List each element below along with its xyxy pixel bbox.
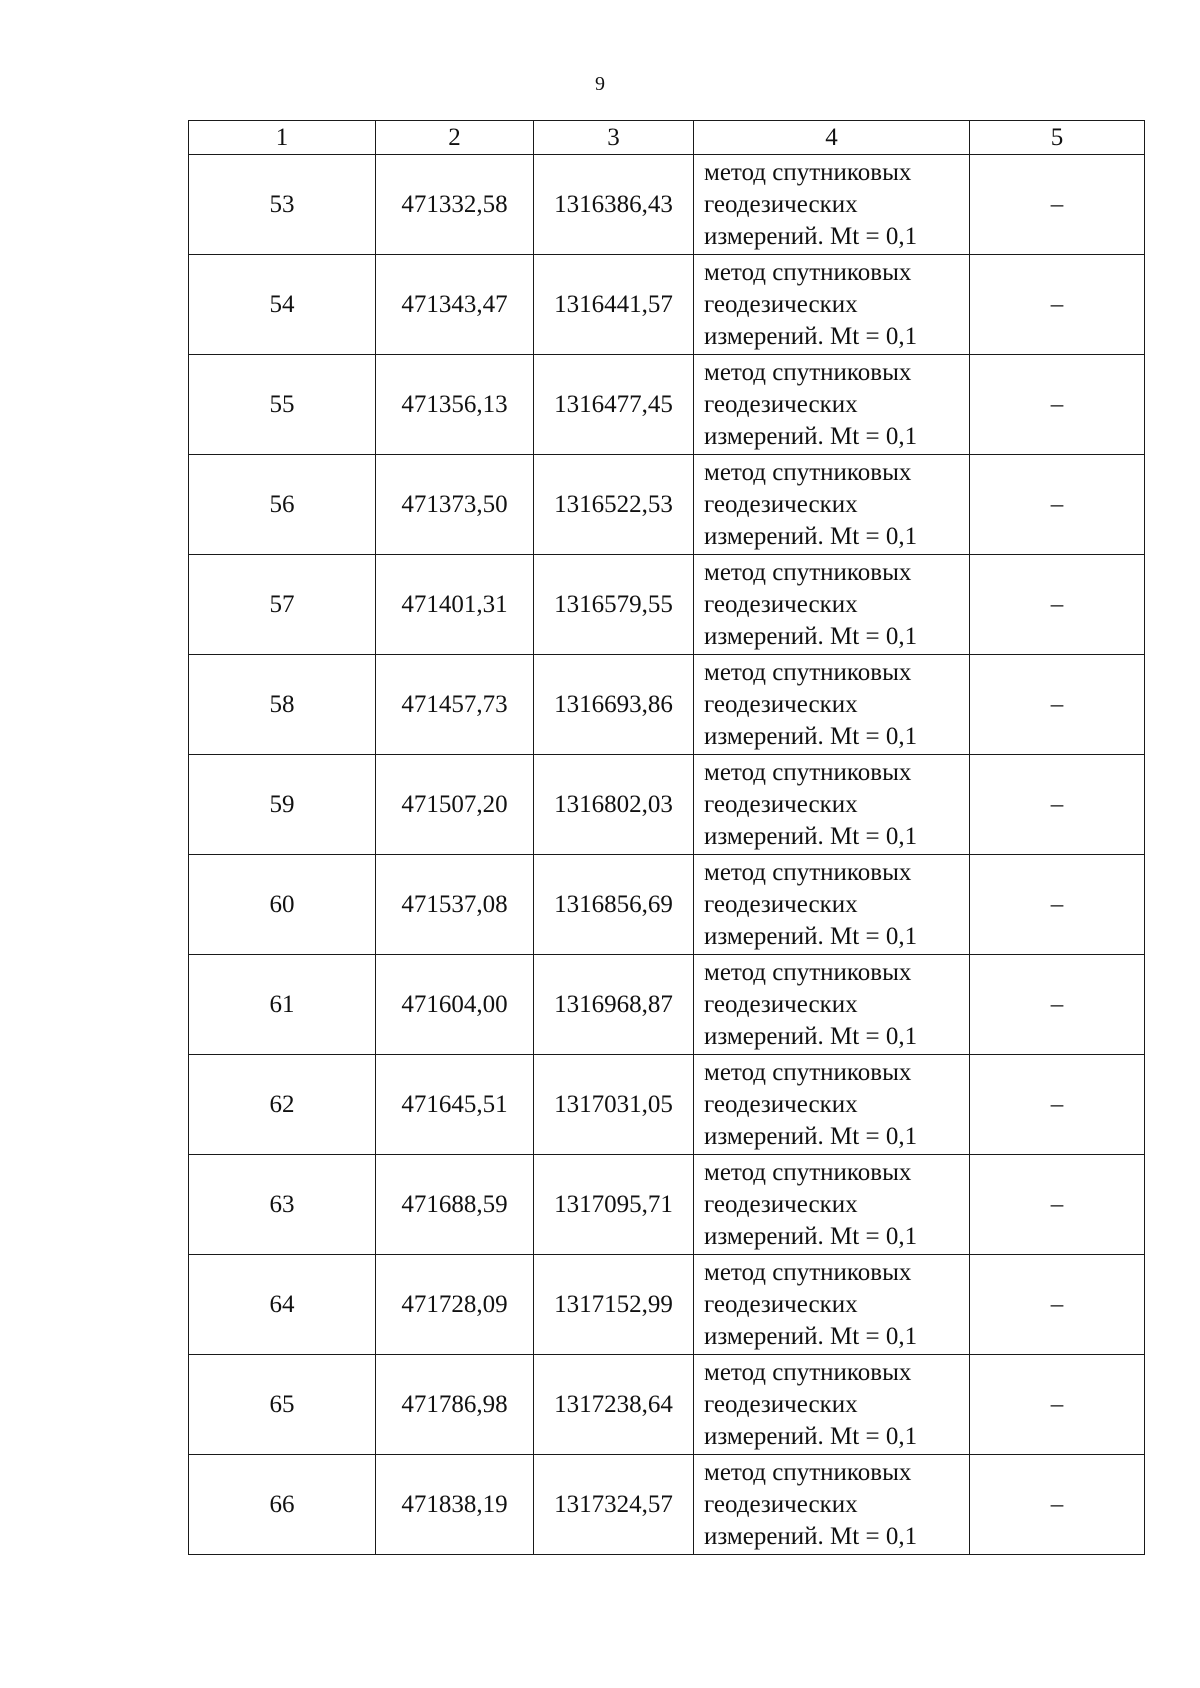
method-line: геодезических <box>704 190 858 218</box>
note-cell: – <box>970 1055 1145 1155</box>
method-cell <box>694 255 970 355</box>
note-cell: – <box>970 255 1145 355</box>
method-line: метод спутниковых <box>704 1458 912 1486</box>
note-cell: – <box>970 755 1145 855</box>
header-cell-1: 1 <box>189 121 376 155</box>
method-line: измерений. Mt = 0,1 <box>704 1022 918 1050</box>
point-number-cell: 65 <box>189 1355 376 1455</box>
x-coordinate-cell: 471373,50 <box>376 455 534 555</box>
method-line: геодезических <box>704 1390 858 1418</box>
method-line: измерений. Mt = 0,1 <box>704 322 918 350</box>
y-coordinate-cell: 1316968,87 <box>534 955 694 1055</box>
method-cell <box>694 1455 970 1555</box>
x-coordinate-cell: 471356,13 <box>376 355 534 455</box>
x-coordinate-cell: 471343,47 <box>376 255 534 355</box>
table-row <box>189 1155 1145 1255</box>
x-coordinate-cell: 471645,51 <box>376 1055 534 1155</box>
method-line: геодезических <box>704 1190 858 1218</box>
method-line: геодезических <box>704 890 858 918</box>
method-line: геодезических <box>704 690 858 718</box>
coordinates-table <box>188 120 1145 1555</box>
table-header <box>189 121 1145 155</box>
note-cell: – <box>970 955 1145 1055</box>
point-number-cell: 53 <box>189 155 376 255</box>
method-line: метод спутниковых <box>704 1158 912 1186</box>
note-cell: – <box>970 1155 1145 1255</box>
method-line: геодезических <box>704 490 858 518</box>
note-cell: – <box>970 655 1145 755</box>
note-cell: – <box>970 1455 1145 1555</box>
method-line: измерений. Mt = 0,1 <box>704 422 918 450</box>
y-coordinate-cell: 1316693,86 <box>534 655 694 755</box>
table-row <box>189 955 1145 1055</box>
method-line: измерений. Mt = 0,1 <box>704 1222 918 1250</box>
table-row <box>189 555 1145 655</box>
table-row <box>189 255 1145 355</box>
x-coordinate-cell: 471332,58 <box>376 155 534 255</box>
point-number-cell: 62 <box>189 1055 376 1155</box>
method-cell <box>694 455 970 555</box>
note-cell: – <box>970 1355 1145 1455</box>
point-number-cell: 61 <box>189 955 376 1055</box>
x-coordinate-cell: 471838,19 <box>376 1455 534 1555</box>
header-cell-4: 4 <box>694 121 970 155</box>
y-coordinate-cell: 1317095,71 <box>534 1155 694 1255</box>
point-number-cell: 64 <box>189 1255 376 1355</box>
note-cell: – <box>970 1255 1145 1355</box>
table-row <box>189 755 1145 855</box>
y-coordinate-cell: 1316477,45 <box>534 355 694 455</box>
point-number-cell: 59 <box>189 755 376 855</box>
x-coordinate-cell: 471728,09 <box>376 1255 534 1355</box>
point-number-cell: 60 <box>189 855 376 955</box>
y-coordinate-cell: 1317238,64 <box>534 1355 694 1455</box>
method-cell <box>694 755 970 855</box>
method-line: измерений. Mt = 0,1 <box>704 1522 918 1550</box>
x-coordinate-cell: 471688,59 <box>376 1155 534 1255</box>
table-row <box>189 1455 1145 1555</box>
method-line: измерений. Mt = 0,1 <box>704 522 918 550</box>
table-row <box>189 455 1145 555</box>
method-cell <box>694 155 970 255</box>
method-line: геодезических <box>704 1290 858 1318</box>
x-coordinate-cell: 471507,20 <box>376 755 534 855</box>
method-cell <box>694 855 970 955</box>
method-line: измерений. Mt = 0,1 <box>704 1422 918 1450</box>
y-coordinate-cell: 1316522,53 <box>534 455 694 555</box>
method-line: метод спутниковых <box>704 658 912 686</box>
method-cell <box>694 1155 970 1255</box>
page-number: 9 <box>595 73 605 95</box>
method-line: метод спутниковых <box>704 1058 912 1086</box>
method-cell <box>694 555 970 655</box>
header-cell-2: 2 <box>376 121 534 155</box>
y-coordinate-cell: 1316802,03 <box>534 755 694 855</box>
method-cell <box>694 955 970 1055</box>
method-line: метод спутниковых <box>704 458 912 486</box>
table-row <box>189 655 1145 755</box>
header-row <box>189 121 1145 155</box>
method-line: геодезических <box>704 790 858 818</box>
method-line: геодезических <box>704 290 858 318</box>
x-coordinate-cell: 471604,00 <box>376 955 534 1055</box>
method-line: метод спутниковых <box>704 1358 912 1386</box>
point-number-cell: 55 <box>189 355 376 455</box>
y-coordinate-cell: 1317324,57 <box>534 1455 694 1555</box>
method-line: метод спутниковых <box>704 558 912 586</box>
method-line: геодезических <box>704 590 858 618</box>
method-line: измерений. Mt = 0,1 <box>704 622 918 650</box>
point-number-cell: 63 <box>189 1155 376 1255</box>
table-row <box>189 855 1145 955</box>
header-cell-5: 5 <box>970 121 1145 155</box>
x-coordinate-cell: 471786,98 <box>376 1355 534 1455</box>
point-number-cell: 58 <box>189 655 376 755</box>
note-cell: – <box>970 455 1145 555</box>
point-number-cell: 54 <box>189 255 376 355</box>
note-cell: – <box>970 855 1145 955</box>
table-row <box>189 1055 1145 1155</box>
method-line: геодезических <box>704 1490 858 1518</box>
method-cell <box>694 655 970 755</box>
method-line: геодезических <box>704 990 858 1018</box>
table-row <box>189 355 1145 455</box>
y-coordinate-cell: 1316856,69 <box>534 855 694 955</box>
note-cell: – <box>970 555 1145 655</box>
header-cell-3: 3 <box>534 121 694 155</box>
y-coordinate-cell: 1316579,55 <box>534 555 694 655</box>
method-line: измерений. Mt = 0,1 <box>704 922 918 950</box>
x-coordinate-cell: 471537,08 <box>376 855 534 955</box>
method-line: измерений. Mt = 0,1 <box>704 222 918 250</box>
table-row <box>189 155 1145 255</box>
method-line: метод спутниковых <box>704 258 912 286</box>
method-line: измерений. Mt = 0,1 <box>704 722 918 750</box>
y-coordinate-cell: 1317031,05 <box>534 1055 694 1155</box>
y-coordinate-cell: 1316441,57 <box>534 255 694 355</box>
table-body <box>189 155 1145 1555</box>
method-line: измерений. Mt = 0,1 <box>704 1322 918 1350</box>
point-number-cell: 56 <box>189 455 376 555</box>
note-cell: – <box>970 355 1145 455</box>
table-row <box>189 1255 1145 1355</box>
method-cell <box>694 1255 970 1355</box>
method-cell <box>694 355 970 455</box>
method-line: измерений. Mt = 0,1 <box>704 822 918 850</box>
point-number-cell: 66 <box>189 1455 376 1555</box>
method-line: метод спутниковых <box>704 958 912 986</box>
x-coordinate-cell: 471401,31 <box>376 555 534 655</box>
method-line: метод спутниковых <box>704 1258 912 1286</box>
note-cell: – <box>970 155 1145 255</box>
y-coordinate-cell: 1316386,43 <box>534 155 694 255</box>
method-line: метод спутниковых <box>704 758 912 786</box>
method-line: метод спутниковых <box>704 858 912 886</box>
point-number-cell: 57 <box>189 555 376 655</box>
method-line: геодезических <box>704 390 858 418</box>
method-line: геодезических <box>704 1090 858 1118</box>
table-row <box>189 1355 1145 1455</box>
x-coordinate-cell: 471457,73 <box>376 655 534 755</box>
method-cell <box>694 1355 970 1455</box>
method-line: измерений. Mt = 0,1 <box>704 1122 918 1150</box>
y-coordinate-cell: 1317152,99 <box>534 1255 694 1355</box>
method-cell <box>694 1055 970 1155</box>
method-line: метод спутниковых <box>704 358 912 386</box>
method-line: метод спутниковых <box>704 158 912 186</box>
